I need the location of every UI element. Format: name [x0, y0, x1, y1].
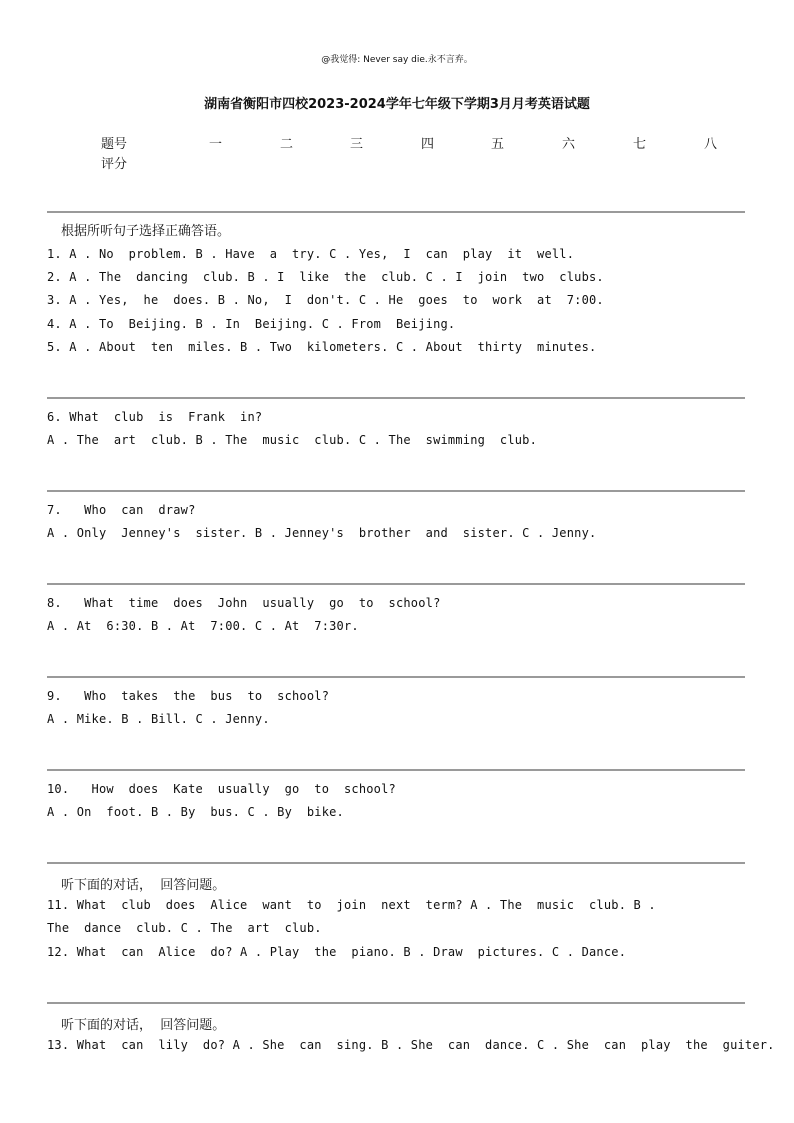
section-divider [47, 583, 745, 585]
score-col-5: 五 [491, 137, 505, 152]
question-line: A . Mike. B . Bill. C . Jenny. [47, 712, 270, 726]
question-line: 7. Who can draw? [47, 503, 196, 517]
question-line: 3. A . Yes, he does. B . No, I don't. C . He goes to work at 7:00. [47, 293, 604, 307]
question-line: 11. What club does Alice want to join next term? A . The music club. B . [47, 898, 656, 912]
score-col-6: 六 [562, 137, 576, 152]
question-line: The dance club. C . The art club. [47, 921, 322, 935]
question-line: 8. What time does John usually go to school? [47, 596, 441, 610]
question-line: 5. A . About ten miles. B . Two kilometers. C . About thirty minutes. [47, 340, 597, 354]
question-line: A . Only Jenney's sister. B . Jenney's brother and sister. C . Jenny. [47, 526, 597, 540]
section-divider [47, 676, 745, 678]
question-line: 2. A . The dancing club. B . I like the club. C . I join two clubs. [47, 270, 604, 284]
score-col-8: 八 [704, 137, 718, 152]
score-row-label-number: 题号 [101, 137, 128, 152]
section-instruction: 根据所听句子选择正确答语。 [61, 224, 231, 239]
question-line: A . At 6:30. B . At 7:00. C . At 7:30r. [47, 619, 359, 633]
score-table-row-number [0, 133, 794, 153]
question-line: 9. Who takes the bus to school? [47, 689, 330, 703]
section-divider [47, 1002, 745, 1004]
question-line: A . The art club. B . The music club. C . The swimming club. [47, 433, 538, 447]
score-table-row-score [0, 153, 794, 173]
question-line: 12. What can Alice do? A . Play the piano. B . Draw pictures. C . Dance. [47, 945, 627, 959]
question-line: A . On foot. B . By bus. C . By bike. [47, 805, 344, 819]
section-divider [47, 490, 745, 492]
section-divider [47, 862, 745, 864]
page-title: 湖南省衡阳市四校2023-2024学年七年级下学期3月月考英语试题 [204, 97, 590, 112]
question-line: 4. A . To Beijing. B . In Beijing. C . From Beijing. [47, 317, 456, 331]
score-row-label-score: 评分 [101, 157, 128, 172]
section-instruction: 听下面的对话， 回答问题。 [61, 878, 226, 893]
score-col-7: 七 [633, 137, 647, 152]
section-divider [47, 397, 745, 399]
score-col-4: 四 [421, 137, 435, 152]
question-line: 6. What club is Frank in? [47, 410, 263, 424]
score-col-3: 三 [350, 137, 364, 152]
motto: @我觉得: Never say die.永不言弃。 [321, 55, 473, 65]
question-line: 13. What can lily do? A . She can sing. B . She can dance. C . She can play the guiter. [47, 1038, 775, 1052]
score-col-1: 一 [209, 137, 223, 152]
question-line: 10. How does Kate usually go to school? [47, 782, 396, 796]
section-instruction: 听下面的对话， 回答问题。 [61, 1018, 226, 1033]
score-col-2: 二 [280, 137, 294, 152]
section-divider [47, 769, 745, 771]
section-divider [47, 211, 745, 213]
question-line: 1. A . No problem. B . Have a try. C . Yes, I can play it well. [47, 247, 575, 261]
